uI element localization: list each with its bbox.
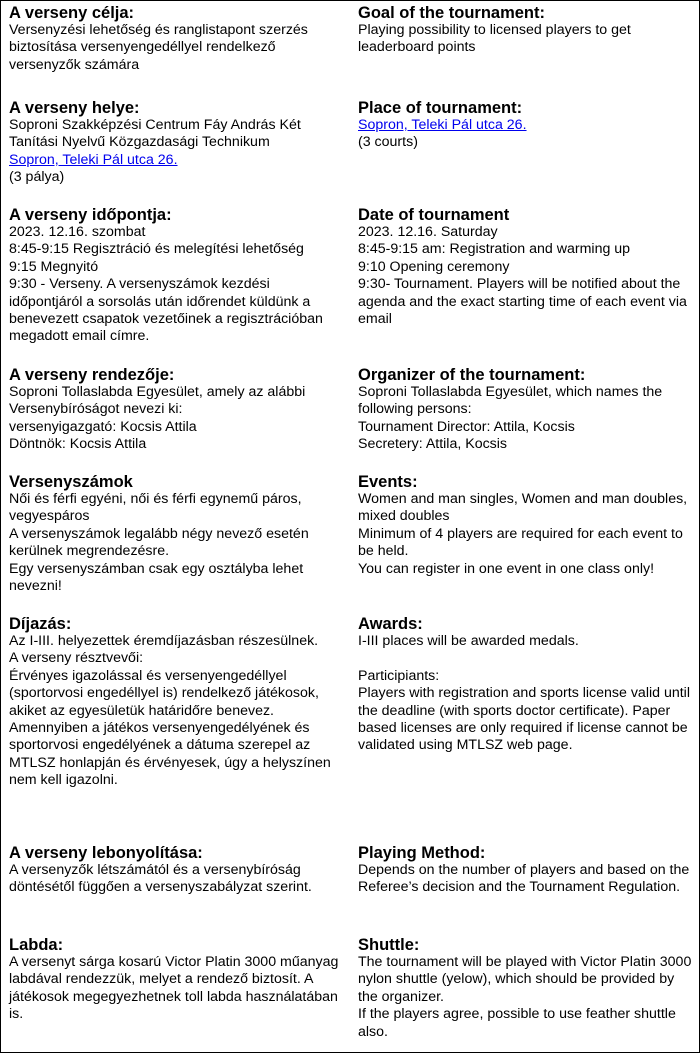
body-text: Participiants:: [358, 667, 440, 684]
text-line: [9, 384, 342, 419]
text-line: [9, 491, 342, 526]
body-text: 2023. 12.16. Saturday: [358, 224, 498, 240]
section-heading: Díjazás:: [9, 615, 72, 633]
section-heading: Labda:: [9, 936, 64, 954]
section-row: [1, 99, 699, 206]
section-en-column: [350, 4, 699, 99]
body-text: I-III places will be awarded medals.: [358, 633, 579, 649]
section-hu-column: [1, 206, 350, 366]
address-link[interactable]: Sopron, Teleki Pál utca 26.: [9, 151, 178, 168]
body-text: 8:45-9:15 am: Registration and warming up: [358, 241, 631, 258]
text-line: [358, 436, 693, 453]
body-text: Soproni Tollaslabda Egyesület, which names the following persons:: [358, 384, 663, 418]
section-en-column: [350, 206, 699, 366]
text-line: [9, 169, 342, 186]
body-text: Soproni Tollaslabda Egyesület, amely az alábbi Versenybíróságot nevezi ki:: [9, 384, 306, 418]
text-line: [9, 633, 342, 650]
section-heading: Awards:: [358, 615, 423, 633]
text-line: [9, 276, 342, 346]
text-line: [358, 668, 693, 685]
body-text: 8:45-9:15 Regisztráció és melegítési lehetőség: [9, 241, 304, 258]
text-line: [358, 384, 693, 419]
body-text: If the players agree, possible to use feather shuttle also.: [358, 1006, 676, 1040]
section-heading: A verseny célja:: [9, 4, 135, 22]
address-link[interactable]: Sopron, Teleki Pál utca 26.: [358, 117, 527, 133]
text-line: [358, 491, 693, 526]
section-row: [1, 206, 699, 366]
text-line: [9, 259, 342, 276]
section-hu-column: [1, 844, 350, 936]
section-hu-column: [1, 366, 350, 473]
section-row: [1, 366, 699, 473]
body-text: (3 courts): [358, 134, 418, 151]
body-text: versenyigazgató: Kocsis Attila: [9, 418, 197, 435]
text-line: [358, 224, 693, 241]
body-text: Érvényes igazolással és versenyengedéllyel (sportorvosi engedéllyel is) rendelkező játékosok, akiket az egyesületük határidőre benevez. Amennyiben a játékos versenyengedélyének és sportorvosi engedélyének a dátuma szerepel az MTLSZ honlapján és érvényesek, úgy a helyszínen nem kell igazolni.: [9, 667, 331, 789]
body-text: Tournament Director: Attila, Kocsis: [358, 418, 575, 435]
section-en-column: [350, 615, 699, 844]
body-text: A versenyzők létszámától és a versenybíróság döntésétől függően a versenyszabályzat szerint.: [9, 862, 312, 896]
text-line: [358, 22, 693, 57]
section-en-column: [350, 844, 699, 936]
section-hu-column: [1, 615, 350, 844]
text-line: [358, 633, 693, 650]
text-line: [9, 650, 342, 667]
text-line: [358, 862, 693, 897]
text-line: [358, 419, 693, 436]
section-heading: Date of tournament: [358, 206, 510, 224]
blank-line: [358, 650, 693, 667]
section-hu-column: [1, 99, 350, 206]
body-text: 2023. 12.16. szombat: [9, 224, 146, 240]
body-text: 9:30 - Verseny. A versenyszámok kezdési időpontjáról a sorsolás után időrendet küldünk a benevezett csapatok vezetőinek a regisztrációban megadott email címre.: [9, 276, 323, 345]
text-line: [9, 561, 342, 596]
text-line: [358, 526, 693, 561]
body-text: 9:30- Tournament. Players will be notified about the agenda and the exact starting time of each event via email: [358, 276, 687, 328]
body-text: Players with registration and sports license valid until the deadline (with sports doctor certificate). Paper based licenses are only required if license cannot be validated using MTLSZ web page.: [358, 685, 690, 754]
body-text: You can register in one event in one class only!: [358, 560, 655, 577]
text-line: [9, 436, 342, 453]
text-line: [358, 134, 693, 151]
text-line: [9, 241, 342, 258]
text-line: [358, 276, 693, 328]
section-heading: Events:: [358, 473, 418, 491]
text-line: [9, 152, 342, 169]
body-text: Egy versenyszámban csak egy osztályba lehet nevezni!: [9, 560, 304, 595]
section-en-column: [350, 99, 699, 206]
body-text: (3 pálya): [9, 169, 65, 186]
section-row: [1, 4, 699, 99]
section-heading: A verseny rendezője:: [9, 366, 175, 384]
text-line: [358, 241, 693, 258]
text-line: [358, 954, 693, 1006]
text-line: [9, 954, 342, 1024]
section-heading: Shuttle:: [358, 936, 420, 954]
body-text: Women and man singles, Women and man doubles, mixed doubles: [358, 491, 688, 525]
text-line: [358, 1006, 693, 1041]
body-text: Playing possibility to licensed players to get leaderboard points: [358, 22, 631, 56]
body-text: Secretery: Attila, Kocsis: [358, 436, 508, 453]
body-text: Női és férfi egyéni, női és férfi egynemű páros, vegyespáros: [9, 491, 302, 525]
section-heading: Playing Method:: [358, 844, 486, 862]
body-text: A versenyt sárga kosarú Victor Platin 3000 műanyag labdával rendezzük, melyet a rendező biztosít. A játékosok megegyezhetnek toll labda használatában is.: [9, 954, 339, 1023]
text-line: [9, 668, 342, 790]
text-line: [9, 224, 342, 241]
section-row: [1, 615, 699, 844]
text-line: [9, 117, 342, 152]
text-line: [358, 685, 693, 755]
body-text: Döntnök: Kocsis Attila: [9, 436, 147, 453]
body-text: Minimum of 4 players are required for each event to be held.: [358, 525, 683, 560]
section-heading: A verseny helye:: [9, 99, 140, 117]
body-text: A verseny résztvevői:: [9, 650, 144, 667]
section-hu-column: [1, 4, 350, 99]
text-line: [9, 419, 342, 436]
text-line: [9, 22, 342, 74]
section-heading: A verseny időpontja:: [9, 206, 172, 224]
section-heading: Place of tournament:: [358, 99, 523, 117]
section-heading: Organizer of the tournament:: [358, 366, 586, 384]
text-line: [358, 561, 693, 578]
section-en-column: [350, 366, 699, 473]
text-line: [9, 862, 342, 897]
text-line: [9, 526, 342, 561]
section-row: [1, 844, 699, 936]
section-heading: Goal of the tournament:: [358, 4, 545, 22]
section-heading: Versenyszámok: [9, 473, 133, 491]
text-line: [358, 117, 693, 134]
section-row: [1, 473, 699, 615]
section-hu-column: [1, 936, 350, 1046]
text-line: [358, 259, 693, 276]
section-hu-column: [1, 473, 350, 615]
body-text: The tournament will be played with Victor Platin 3000 nylon shuttle (yelow), which should be provided by the organizer.: [358, 954, 692, 1005]
body-text: Soproni Szakképzési Centrum Fáy András Két Tanítási Nyelvű Közgazdasági Technikum: [9, 117, 301, 151]
body-text: 9:15 Megnyitó: [9, 258, 99, 275]
body-text: Versenyzési lehetőség és ranglistapont szerzés biztosítása versenyengedéllyel rendelkező versenyzők számára: [9, 22, 308, 73]
section-en-column: [350, 473, 699, 615]
body-text: A versenyszámok legalább négy nevező esetén kerülnek megrendezésre.: [9, 525, 309, 560]
section-en-column: [350, 936, 699, 1046]
section-row: [1, 936, 699, 1046]
body-text: Az I-III. helyezettek éremdíjazásban részesülnek.: [9, 633, 319, 649]
body-text: 9:10 Opening ceremony: [358, 258, 510, 275]
section-heading: A verseny lebonyolítása:: [9, 844, 203, 862]
body-text: Depends on the number of players and based on the Referee’s decision and the Tournament Regulation.: [358, 862, 690, 896]
